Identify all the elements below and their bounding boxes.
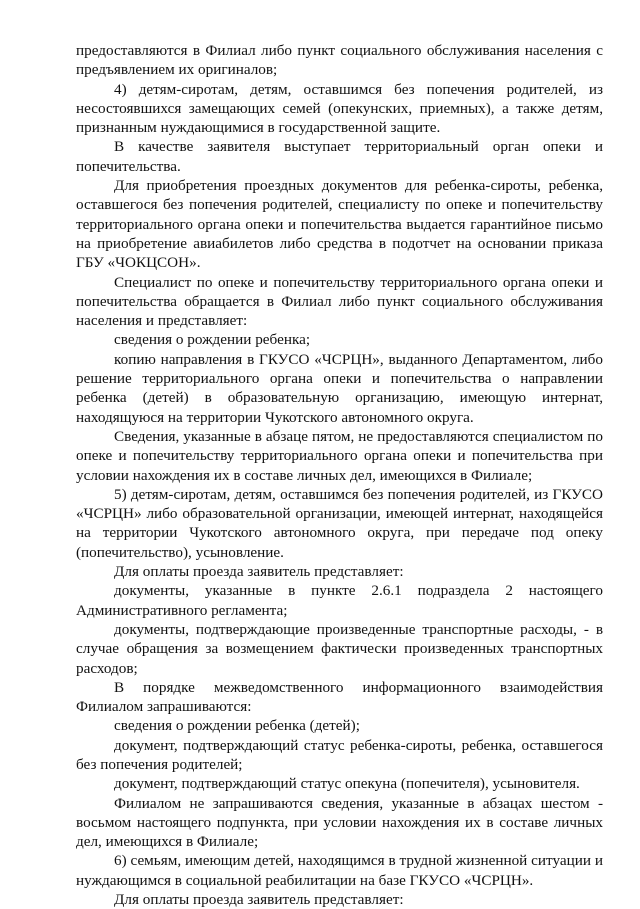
paragraph-12: документы, подтверждающие произведенные транспортные расходы, - в случае обращения за возмещением фактически произведенных транспортных расходов;	[76, 620, 603, 677]
paragraph-19: Для оплаты проезда заявитель представляет:	[114, 891, 404, 909]
paragraph-18: 6) семьям, имеющим детей, находящимся в трудной жизненной ситуации и нуждающимся в социальной реабилитации на базе ГКУСО «ЧСРЦН».	[76, 852, 603, 889]
paragraph-3: В качестве заявителя выступает территориальный орган опеки и попечительства.	[76, 138, 603, 175]
paragraph-4: Для приобретения проездных документов для ребенка-сироты, ребенка, оставшегося без попечения родителей, специалисту по опеке и попечительству территориального органа опеки и попечительства выдается гарантийное письмо на приобретение авиабилетов либо средства в подотчет на основании приказа ГБУ «ЧОКЦСОН».	[76, 177, 603, 272]
paragraph-8: Сведения, указанные в абзаце пятом, не предоставляются специалистом по опеке и попечительству территориального органа опеки и попечительства при условии нахождения их в составе личных дел, имеющихся в Филиале;	[76, 427, 603, 484]
paragraph-14: сведения о рождении ребенка (детей);	[114, 717, 360, 735]
paragraph-6: сведения о рождении ребенка;	[114, 331, 311, 349]
paragraph-15: документ, подтверждающий статус ребенка-сироты, ребенка, оставшегося без попечения родителей;	[76, 736, 603, 773]
paragraph-17: Филиалом не запрашиваются сведения, указанные в абзацах шестом - восьмом настоящего подпункта, при условии нахождения их в составе личных дел, имеющихся в Филиале;	[76, 794, 603, 851]
paragraph-16: документ, подтверждающий статус опекуна (попечителя), усыновителя.	[114, 775, 580, 793]
paragraph-11: документы, указанные в пункте 2.6.1 подраздела 2 настоящего Административного регламента;	[76, 582, 603, 619]
paragraph-2: 4) детям-сиротам, детям, оставшимся без попечения родителей, из несостоявшихся замещающих семей (опекунских, приемных), а также детям, признанным нуждающимися в государственной защите.	[76, 80, 603, 137]
paragraph-7: копию направления в ГКУСО «ЧСРЦН», выданного Департаментом, либо решение территориального органа опеки и попечительства о направлении ребенка (детей) в образовательную организацию, имеющую интернат, находящуюся на территории Чукотского автономного округа.	[76, 350, 603, 426]
paragraph-10: Для оплаты проезда заявитель представляет:	[114, 563, 404, 581]
paragraph-1: предоставляются в Филиал либо пункт социального обслуживания населения с предъявлением их оригиналов;	[76, 42, 603, 79]
paragraph-9: 5) детям-сиротам, детям, оставшимся без попечения родителей, из ГКУСО «ЧСРЦН» либо образовательной организации, имеющей интернат, находящейся на территории Чукотского автономного округа, при передаче под опеку (попечительство), усыновление.	[76, 485, 603, 561]
document-body	[76, 41, 603, 909]
paragraph-5: Специалист по опеке и попечительству территориального органа опеки и попечительства обращается в Филиал либо пункт социального обслуживания населения и представляет:	[76, 273, 603, 330]
paragraph-13: В порядке межведомственного информационного взаимодействия Филиалом запрашиваются:	[76, 678, 603, 716]
